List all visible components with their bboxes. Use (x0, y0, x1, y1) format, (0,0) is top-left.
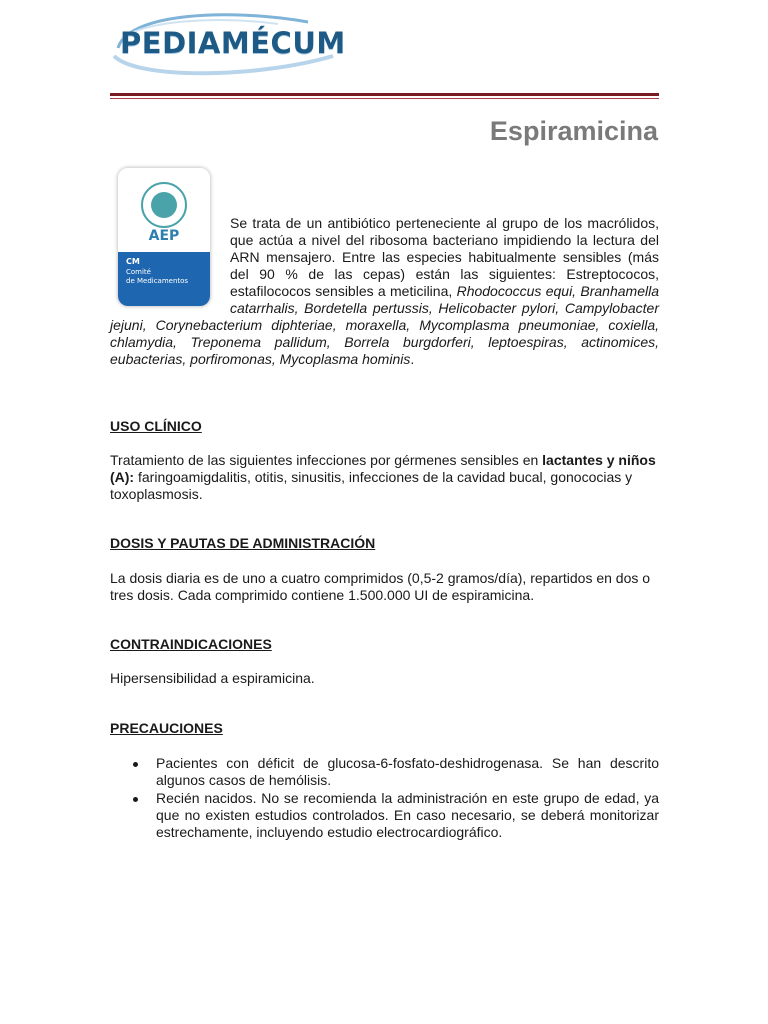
section-heading-contraindicaciones: CONTRAINDICACIONES (110, 636, 272, 652)
header-rule-thin (110, 98, 659, 99)
badge-committee-label: Comité de Medicamentos (126, 268, 189, 285)
section-heading-precauciones: PRECAUCIONES (110, 720, 223, 736)
list-item: Pacientes con déficit de glucosa-6-fosfato-deshidrogenasa. Se han descrito algunos casos de hemólisis. (110, 755, 659, 789)
dosis-paragraph: La dosis diaria es de uno a cuatro comprimidos (0,5-2 gramos/día), repartidos en dos o tres dosis. Cada comprimido contiene 1.500.000 UI de espiramicina. (110, 570, 651, 603)
header-rule (110, 93, 659, 96)
intro-paragraph: Se trata de un antibiótico perteneciente al grupo de los macrólidos, que actúa a nivel del ribosoma bacteriano impidiendo la lectura del ARN mensajero. Entre las especies habitualmente sensibles (más del 90 % de las cepas) están las siguientes: Estreptococos, estafilococos sensibles a meticilina, Rhodococcus equi, Branhamella catarrhalis, Bordetella pertussis, Helicobacter pylori, Campylobacter jejuni, Corynebacterium diphteriae, moraxella, Mycomplasma pneumoniae, coxiella, chlamydia, Treponema pallidum, Borrela burgdorferi, leptoespiras, actinomices, eubacterias, porfiromonas, Mycoplasma hominis. (110, 215, 659, 367)
logo-text: PEDIAMÉCUM (120, 26, 346, 60)
badge-cm-label: CM (126, 257, 140, 266)
uso-clinico-paragraph: Tratamiento de las siguientes infecciones por gérmenes sensibles en lactantes y niños (A): faringoamigdalitis, otitis, sinusitis, infecciones de la cavidad bucal, gonococias y toxoplasmosis. (110, 452, 656, 502)
list-item: Recién nacidos. No se recomienda la administración en este grupo de edad, ya que no existen estudios controlados. En caso necesario, se deberá monitorizar estrechamente, incluyendo estudio electrocardiográfico. (110, 790, 659, 841)
document-title: Espiramicina (489, 116, 658, 146)
section-heading-dosis: DOSIS Y PAUTAS DE ADMINISTRACIÓN (110, 535, 376, 551)
badge-aep-label: AEP (148, 228, 180, 244)
section-heading-uso-clinico: USO CLÍNICO (110, 418, 202, 434)
precauciones-list (110, 755, 659, 842)
contraindicaciones-paragraph: Hipersensibilidad a espiramicina. (110, 670, 315, 686)
pediamecum-logo (108, 8, 358, 78)
